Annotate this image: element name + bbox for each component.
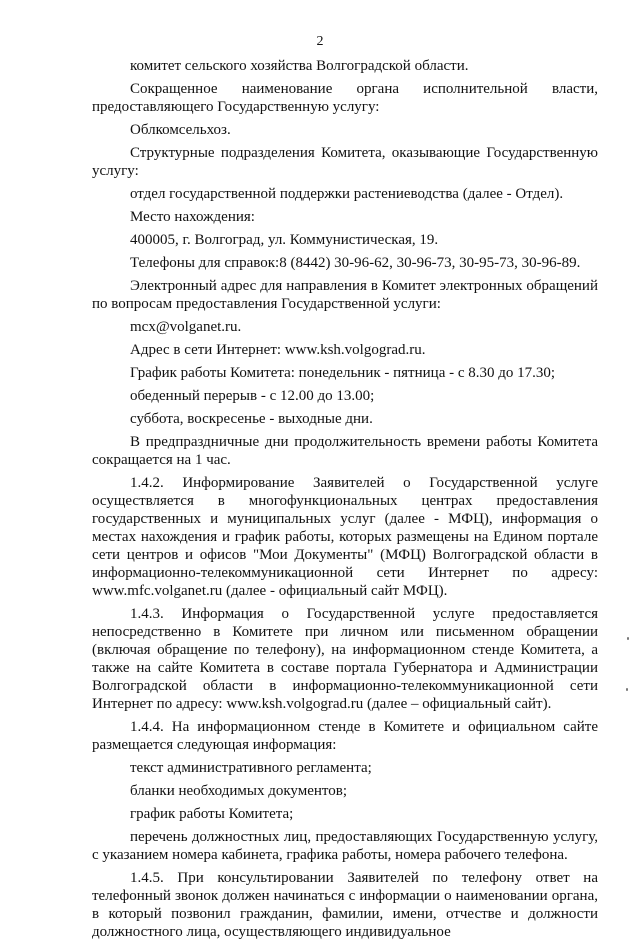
- body-line: бланки необходимых документов;: [130, 783, 348, 799]
- scan-speck: [626, 688, 628, 691]
- body-paragraph: 1.4.5. При консультировании Заявителей по телефону ответ на телефонный звонок должен начинаться с информации о наименовании органа, в который позвонил гражданин, фамилии, имени, отчестве и должности должностного лица, осуществляющего индивидуальное: [92, 870, 598, 940]
- body-line: график работы Комитета;: [130, 806, 294, 822]
- scan-speck: [627, 637, 629, 640]
- body-paragraph: 1.4.2. Информирование Заявителей о Государственной услуге осуществляется в многофункциональных центрах предоставления государственных и муниципальных услуг (далее - МФЦ), информация о местах нахождения и график работы, которых размещены на Едином портале сети центров и офисов "Мои Документы" (МФЦ) Волгоградской области в информационно-телекоммуникационной сети Интернет по адресу: www.mfc.volganet.ru (далее - официальный сайт МФЦ).: [92, 475, 598, 599]
- body-line: Облкомсельхоз.: [130, 122, 231, 138]
- body-paragraph: перечень должностных лиц, предоставляющих Государственную услугу, с указанием номера кабинета, графика работы, номера рабочего телефона.: [92, 829, 598, 863]
- body-line: mcx@volganet.ru.: [130, 319, 242, 335]
- body-line: текст административного регламента;: [130, 760, 372, 776]
- body-line: Место нахождения:: [130, 209, 255, 225]
- body-paragraph: 1.4.4. На информационном стенде в Комитете и официальном сайте размещается следующая информация:: [92, 719, 598, 753]
- body-line: комитет сельского хозяйства Волгоградской области.: [130, 58, 469, 74]
- body-line: отдел государственной поддержки растениеводства (далее - Отдел).: [130, 186, 564, 202]
- body-paragraph: Структурные подразделения Комитета, оказывающие Государственную услугу:: [92, 145, 598, 179]
- body-paragraph: Электронный адрес для направления в Комитет электронных обращений по вопросам предоставления Государственной услуги:: [92, 278, 598, 312]
- body-paragraph: В предпраздничные дни продолжительность времени работы Комитета сокращается на 1 час.: [92, 434, 598, 468]
- body-line: График работы Комитета: понедельник - пятница - с 8.30 до 17.30;: [130, 365, 556, 381]
- body-paragraph: 1.4.3. Информация о Государственной услуге предоставляется непосредственно в Комитете при личном или письменном обращении (включая обращение по телефону), на информационном стенде Комитета, а также на сайте Комитета в составе портала Губернатора и Администрации Волгоградской области в информационно-телекоммуникационной сети Интернет по адресу: www.ksh.volgograd.ru (далее – официальный сайт).: [92, 606, 598, 712]
- page-number: 2: [316, 34, 324, 49]
- body-line: 400005, г. Волгоград, ул. Коммунистическая, 19.: [130, 232, 439, 248]
- body-line: Адрес в сети Интернет: www.ksh.volgograd.ru.: [130, 342, 426, 358]
- body-line: суббота, воскресенье - выходные дни.: [130, 411, 373, 427]
- body-paragraph: Сокращенное наименование органа исполнительной власти, предоставляющего Государственную услугу:: [92, 81, 598, 115]
- body-line: Телефоны для справок:8 (8442) 30-96-62, 30-96-73, 30-95-73, 30-96-89.: [130, 255, 581, 271]
- body-line: обеденный перерыв - с 12.00 до 13.00;: [130, 388, 375, 404]
- document-body: [92, 57, 598, 946]
